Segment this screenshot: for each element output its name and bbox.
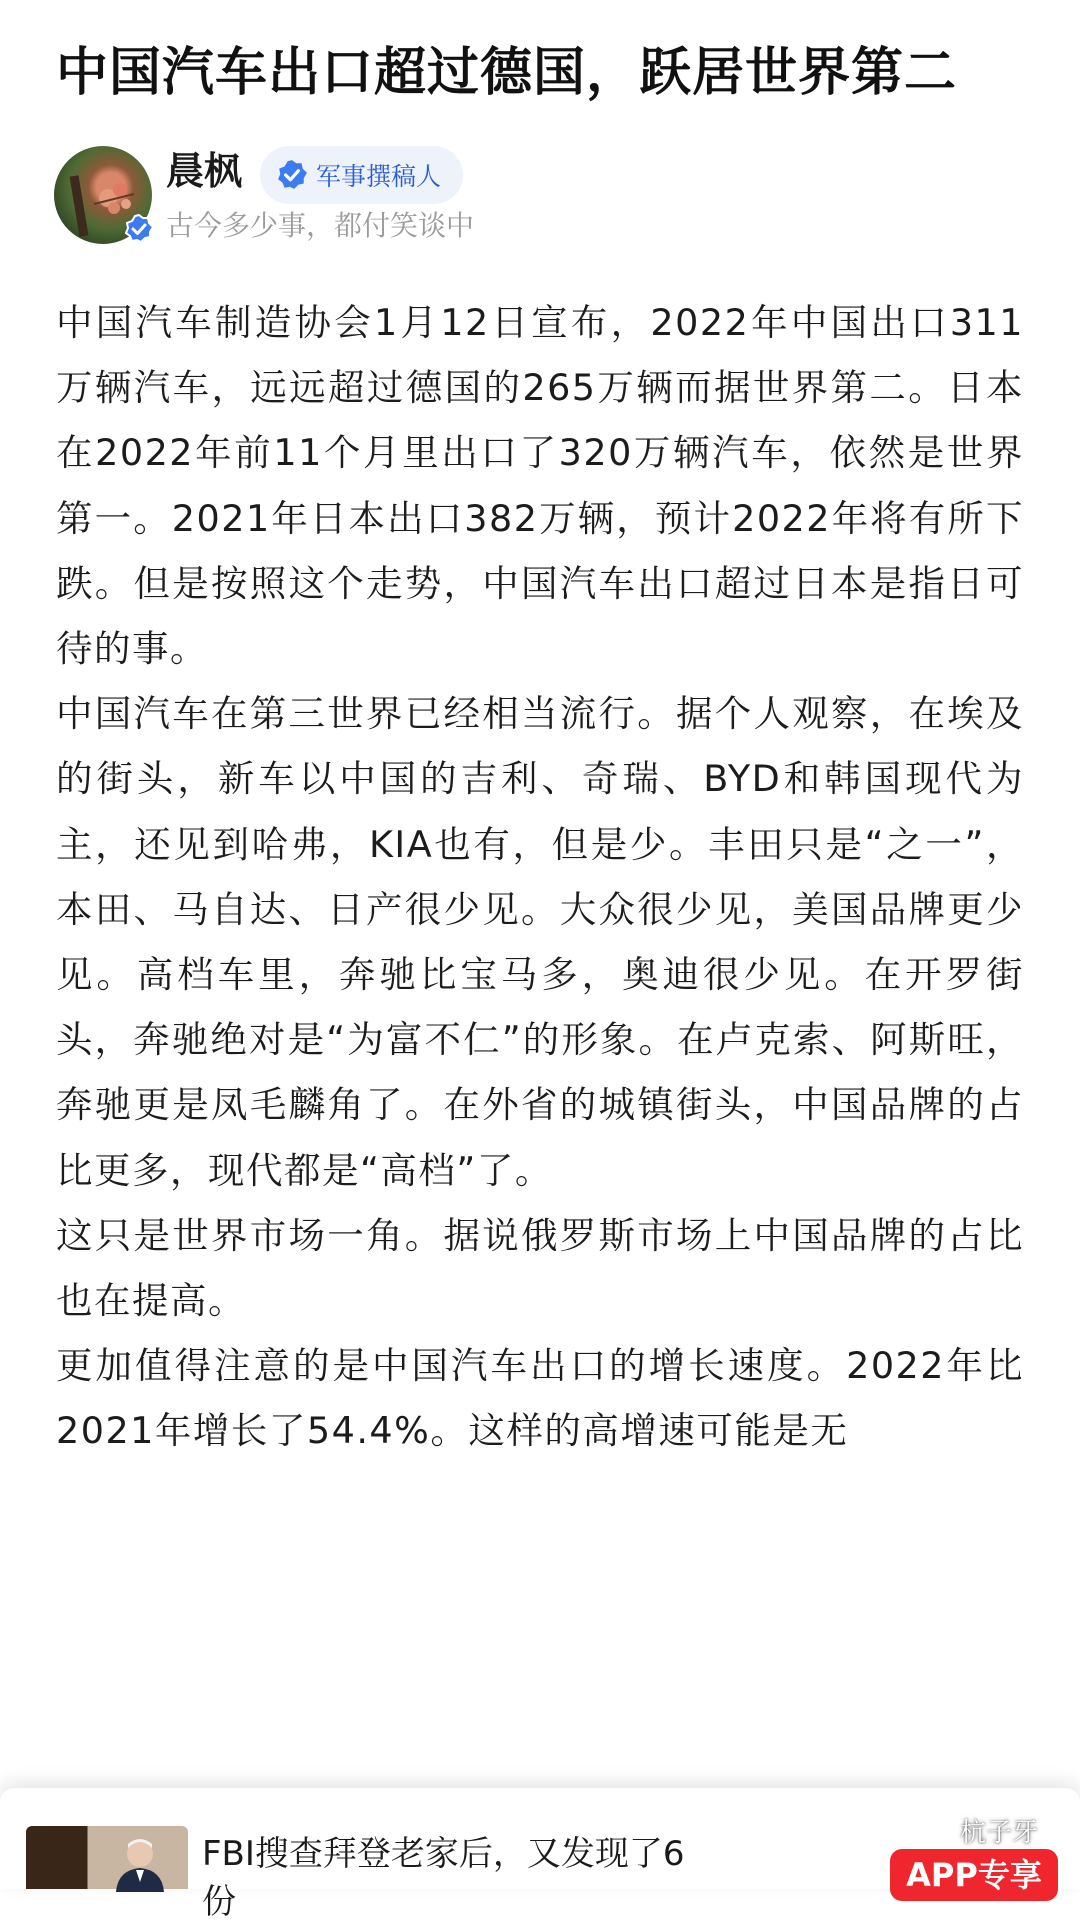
- article-title: 中国汽车出口超过德国，跃居世界第二: [56, 43, 958, 103]
- news-thumbnail[interactable]: [26, 1826, 188, 1889]
- article-body: [56, 290, 1024, 1464]
- recommended-news-card[interactable]: [0, 1788, 1080, 1922]
- author-name[interactable]: 晨枫: [166, 149, 243, 193]
- author-avatar[interactable]: [54, 146, 152, 244]
- author-tag-badge: [260, 146, 463, 204]
- wechat-icon: [914, 1814, 954, 1848]
- verified-badge-icon: [124, 214, 154, 244]
- person-image-icon: [110, 1832, 170, 1892]
- news-title-continued[interactable]: 份: [202, 1882, 236, 1922]
- watermark-text: 杭子牙: [960, 1818, 1039, 1848]
- article-paragraph: 中国汽车在第三世界已经相当流行。据个人观察，在埃及的街头，新车以中国的吉利、奇瑞、BYD和韩国现代为主，还见到哈弗，KIA也有，但是少。丰田只是“之一”，本田、马自达、日产很少见。大众很少见，美国品牌更少见。高档车里，奔驰比宝马多，奥迪很少见。在开罗街头，奔驰绝对是“为富不仁”的形象。在卢克索、阿斯旺，奔驰更是凤毛麟角了。在外省的城镇街头，中国品牌的占比更多，现代都是“高档”了。: [56, 692, 1024, 1192]
- watermark: [914, 1812, 1038, 1849]
- article-paragraph: 更加值得注意的是中国汽车出口的增长速度。2022年比2021年增长了54.4%。这样的高增速可能是无: [56, 1344, 1024, 1453]
- author-tag-label: 军事撰稿人: [316, 162, 442, 191]
- app-exclusive-button[interactable]: APP专享: [890, 1849, 1058, 1901]
- verified-badge-icon: [276, 159, 308, 191]
- article-paragraph: 这只是世界市场一角。据说俄罗斯市场上中国品牌的占比也在提高。: [56, 1213, 1024, 1323]
- news-title[interactable]: FBI搜查拜登老家后，又发现了6: [202, 1834, 685, 1874]
- author-description: 古今多少事，都付笑谈中: [166, 209, 475, 242]
- author-header: [54, 146, 1034, 256]
- article-paragraph: 中国汽车制造协会1月12日宣布，2022年中国出口311万辆汽车，远远超过德国的265万辆而据世界第二。日本在2022年前11个月里出口了320万辆汽车，依然是世界第一。2021年日本出口382万辆，预计2022年将有所下跌。但是按照这个走势，中国汽车出口超过日本是指日可待的事。: [56, 301, 1024, 671]
